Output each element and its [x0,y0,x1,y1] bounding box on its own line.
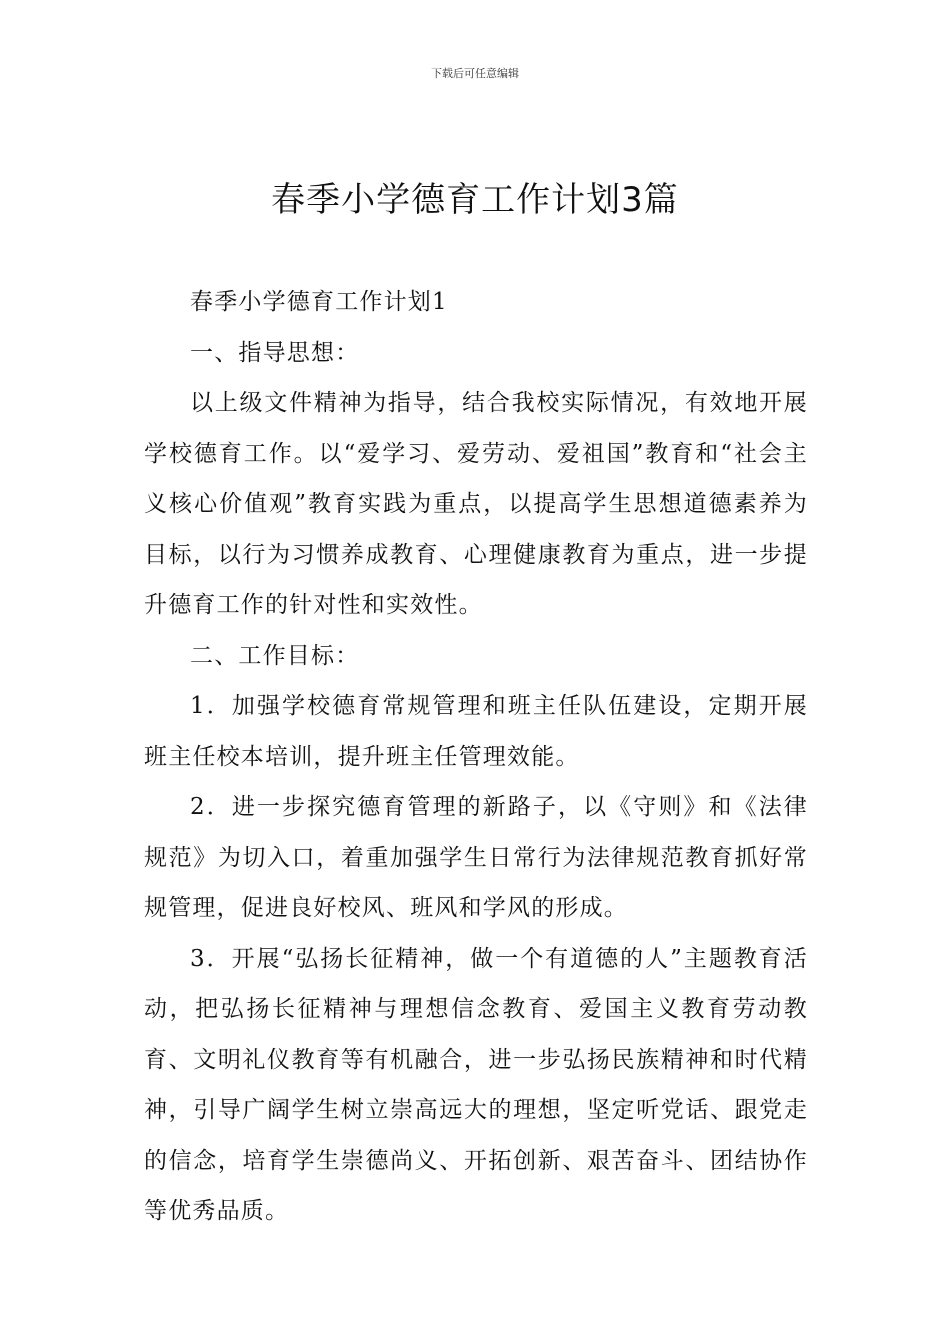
document-body [144,277,808,1237]
section-heading-guiding-ideology: 一、指导思想： [190,339,360,366]
list-item-goal-1: 1．加强学校德育常规管理和班主任队伍建设，定期开展班主任校本培训，提升班主任管理效能。 [144,693,808,770]
section-heading-work-goals: 二、工作目标： [190,642,360,669]
list-item-goal-2: 2．进一步探究德育管理的新路子，以《守则》和《法律规范》为切入口，着重加强学生日常行为法律规范教育抓好常规管理，促进良好校风、班风和学风的形成。 [144,794,808,921]
document-title: 春季小学德育工作计划3篇 [271,180,679,220]
list-item-goal-3: 3．开展“弘扬长征精神，做一个有道德的人”主题教育活动，把弘扬长征精神与理想信念教育、爱国主义教育劳动教育、文明礼仪教育等有机融合，进一步弘扬民族精神和时代精神，引导广阔学生树立崇高远大的理想，坚定听党话、跟党走的信念，培育学生崇德尚义、开拓创新、艰苦奋斗、团结协作等优秀品质。 [144,945,808,1224]
section-heading-plan-1: 春季小学德育工作计划1 [190,289,448,315]
header-note: 下载后可任意编辑 [431,67,519,80]
paragraph-guiding-ideology: 以上级文件精神为指导，结合我校实际情况，有效地开展学校德育工作。以“爱学习、爱劳动、爱祖国”教育和“社会主义核心价值观”教育实践为重点，以提高学生思想道德素养为目标，以行为习惯养成教育、心理健康教育为重点，进一步提升德育工作的针对性和实效性。 [144,390,808,618]
